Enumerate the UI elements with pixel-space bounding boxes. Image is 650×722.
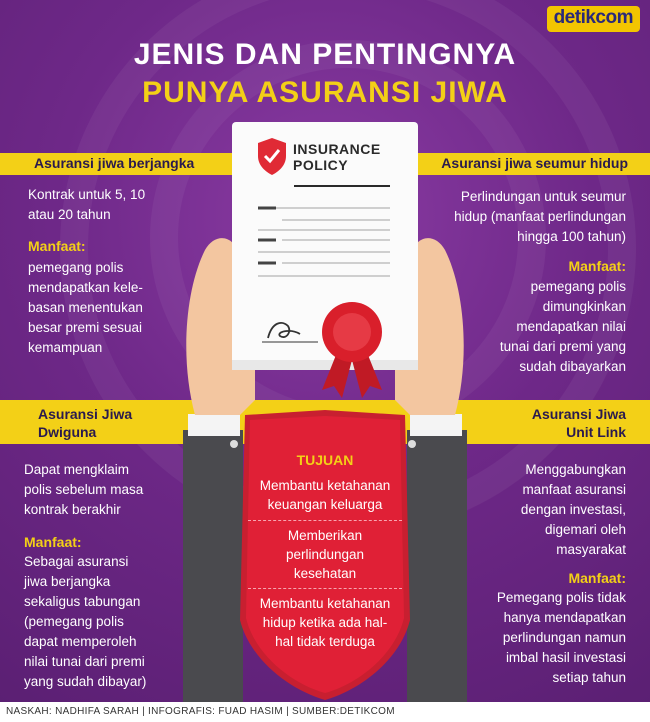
tujuan-label: TUJUAN [296,452,354,468]
left-sleeve [183,430,243,705]
tujuan-divider [248,520,402,521]
manfaat-label-seumur-hidup: Manfaat: [568,258,626,274]
right-cuff-button [408,440,416,448]
heading-dwiguna: Asuransi Jiwa Dwiguna [38,406,133,440]
tujuan-item: Memberikan perlindungan kesehatan [285,528,365,581]
tujuan-item: Membantu ketahanan keuangan keluarga [259,478,391,512]
desc-unit-link: Menggabungkan manfaat asuransi dengan investasi, digemari oleh masyarakat [520,462,626,557]
tujuan-item: Membantu ketahanan hidup ketika ada hal- hal tidak terduga [259,596,391,649]
right-cuff [410,414,462,436]
title-line-1: JENIS DAN PENTINGNYA [133,38,517,71]
credits-footer: NASKAH: NADHIFA SARAH | INFOGRAFIS: FUAD HASIM | SUMBER:DETIKCOM [0,702,650,722]
manfaat-label-unit-link: Manfaat: [568,570,626,586]
desc-berjangka: Kontrak untuk 5, 10 atau 20 tahun [28,187,146,222]
manfaat-dwiguna: Sebagai asuransi jiwa berjangka sekaligus tabungan (pemegang polis dapat memperoleh nilai tunai dari premi yang sudah dibayar) [24,554,147,689]
manfaat-seumur-hidup: pemegang polis dimungkinkan mendapatkan nilai tunai dari premi yang sudah dibayarkan [499,279,626,374]
heading-berjangka: Asuransi jiwa berjangka [34,155,195,171]
left-cuff-button [230,440,238,448]
detikcom-logo: detikcom [547,6,640,32]
title-line-2: PUNYA ASURANSI JIWA [142,76,508,109]
right-sleeve [407,430,467,705]
heading-unit-link: Asuransi Jiwa Unit Link [531,406,626,440]
manfaat-label-berjangka: Manfaat: [28,238,86,254]
desc-seumur-hidup: Perlindungan untuk seumur hidup (manfaat perlindungan hingga 100 tahun) [454,189,626,244]
document-title: INSURANCE POLICY [293,141,381,173]
desc-dwiguna: Dapat mengklaim polis sebelum masa kontrak berakhir [24,462,144,517]
heading-seumur-hidup: Asuransi jiwa seumur hidup [441,155,628,171]
manfaat-unit-link: Pemegang polis tidak hanya mendapatkan perlindungan namun imbal hasil investasi setiap tahun [496,590,626,685]
tujuan-divider [248,588,402,589]
manfaat-label-dwiguna: Manfaat: [24,534,82,550]
left-cuff [188,414,240,436]
manfaat-berjangka: pemegang polis mendapatkan kele- basan menentukan besar premi sesuai kemampuan [28,260,143,355]
